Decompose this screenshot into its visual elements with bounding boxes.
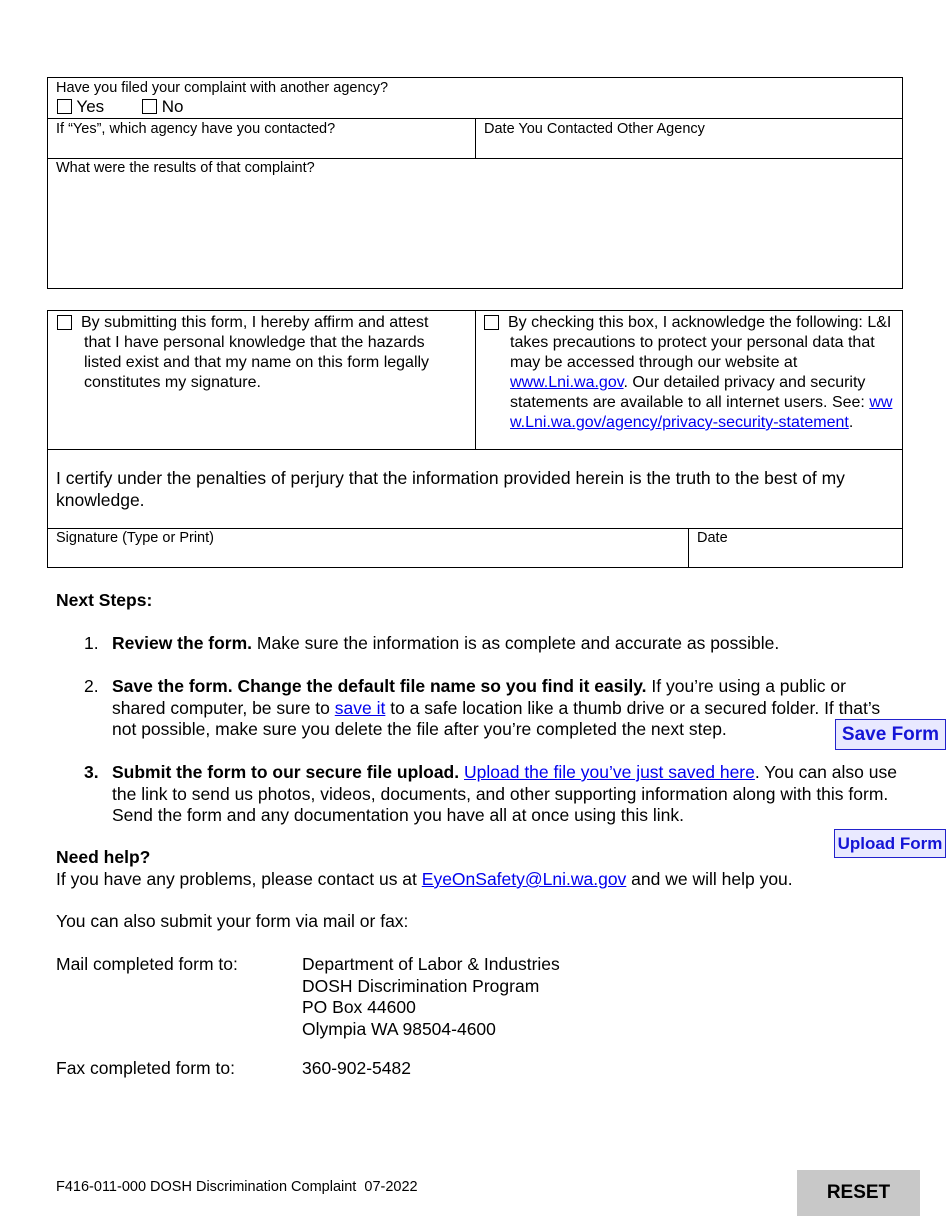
affirm-text: By submitting this form, I hereby affirm and attest that I have personal knowledge that the hazards listed exist and that my name on this form legally constitutes my signature.: [81, 314, 430, 391]
step-title: Submit the form to our secure file upload.: [112, 762, 460, 782]
date-contacted-field[interactable]: [476, 138, 896, 156]
help-text: [56, 869, 896, 891]
yes-option[interactable]: [57, 97, 104, 117]
column-divider: [688, 529, 689, 568]
upload-link[interactable]: Upload the file you’ve just saved here: [464, 762, 755, 782]
email-link[interactable]: EyeOnSafety@Lni.wa.gov: [421, 869, 627, 889]
privacy-statement-link[interactable]: www.Lni.wa.gov/agency/privacy-security-statement: [510, 394, 893, 431]
signature-field[interactable]: [52, 547, 682, 565]
signature-label: Signature (Type or Print): [56, 530, 214, 546]
step-text: [112, 633, 902, 655]
privacy-mid: . Our detailed privacy and security statements are available to all internet users. See:: [510, 374, 870, 411]
privacy-end: .: [848, 414, 854, 431]
other-agency-table: [47, 77, 903, 289]
step-text: [112, 762, 907, 827]
step-number: 3.: [84, 762, 99, 782]
address-line: Olympia WA 98504-4600: [302, 1018, 496, 1039]
column-divider: [475, 311, 476, 449]
address-line: PO Box 44600: [302, 997, 416, 1017]
privacy-text: [484, 313, 896, 433]
privacy-checkbox[interactable]: [484, 315, 499, 330]
step-number: 2.: [84, 676, 99, 696]
step-title: Save the form. Change the default file name so you find it easily.: [112, 676, 647, 696]
affirm-checkbox[interactable]: [57, 315, 72, 330]
affirm-block: [57, 313, 457, 393]
address-line: Department of Labor & Industries: [302, 954, 560, 974]
attestation-table: [47, 310, 903, 568]
row-divider: [48, 528, 902, 529]
step-body: Make sure the information is as complete and accurate as possible.: [252, 633, 780, 653]
form-id: F416-011-000 DOSH Discrimination Complaint 07-2022: [56, 1179, 418, 1195]
step-title: Review the form.: [112, 633, 253, 653]
date-contacted-label: Date You Contacted Other Agency: [484, 121, 705, 137]
row-divider: [48, 449, 902, 450]
other-agency-question: Have you filed your complaint with another agency?: [56, 80, 389, 96]
no-label: No: [161, 97, 184, 116]
next-steps-heading: Next Steps:: [56, 590, 153, 610]
save-form-button[interactable]: Save Form: [835, 719, 946, 750]
step-body: to a safe location like a thumb drive or a secured folder. If that’s not possible, make sure you delete the file after you’re completed the next step.: [112, 697, 881, 739]
row-divider: [48, 158, 902, 159]
reset-button[interactable]: RESET: [797, 1170, 920, 1216]
which-agency-label: If “Yes”, which agency have you contacted?: [56, 121, 336, 137]
save-it-link[interactable]: save it: [334, 697, 386, 718]
step-body: . You can also use the link to send us photos, videos, documents, and other supporting information along with this form. Send the form and any documentation you have all at once using this link.: [112, 762, 897, 825]
certify-text: I certify under the penalties of perjury that the information provided herein is the truth to the best of my knowledge.: [56, 468, 845, 510]
fax-number: 360-902-5482: [302, 1058, 411, 1078]
privacy-intro: By checking this box, I acknowledge the following: L&I takes precautions to protect your personal data that may be accessed through our website at: [508, 314, 892, 371]
step-body: If you’re using a public or shared computer, be sure to: [112, 676, 846, 718]
results-field[interactable]: [52, 178, 898, 284]
mail-fax-intro: You can also submit your form via mail or fax:: [56, 911, 409, 931]
yes-checkbox[interactable]: [57, 99, 72, 114]
date-field[interactable]: [693, 547, 898, 565]
privacy-block: [484, 313, 896, 433]
yes-label: Yes: [76, 97, 105, 116]
address-line: DOSH Discrimination Program: [302, 975, 540, 996]
lni-website-link[interactable]: www.Lni.wa.gov: [510, 374, 624, 391]
mail-label: Mail completed form to:: [56, 954, 238, 974]
step-number: 1.: [84, 633, 99, 653]
mail-address: [302, 954, 560, 1040]
help-text-start: If you have any problems, please contact us at: [56, 869, 422, 889]
upload-form-button[interactable]: Upload Form: [834, 829, 946, 858]
step-text: [112, 676, 897, 741]
date-label: Date: [697, 530, 728, 546]
which-agency-field[interactable]: [48, 119, 476, 158]
no-checkbox[interactable]: [142, 99, 157, 114]
help-text-end: and we will help you.: [626, 869, 793, 889]
no-option[interactable]: [142, 97, 183, 117]
need-help-heading: Need help?: [56, 847, 151, 867]
fax-label: Fax completed form to:: [56, 1058, 235, 1078]
results-label: What were the results of that complaint?: [56, 160, 315, 176]
